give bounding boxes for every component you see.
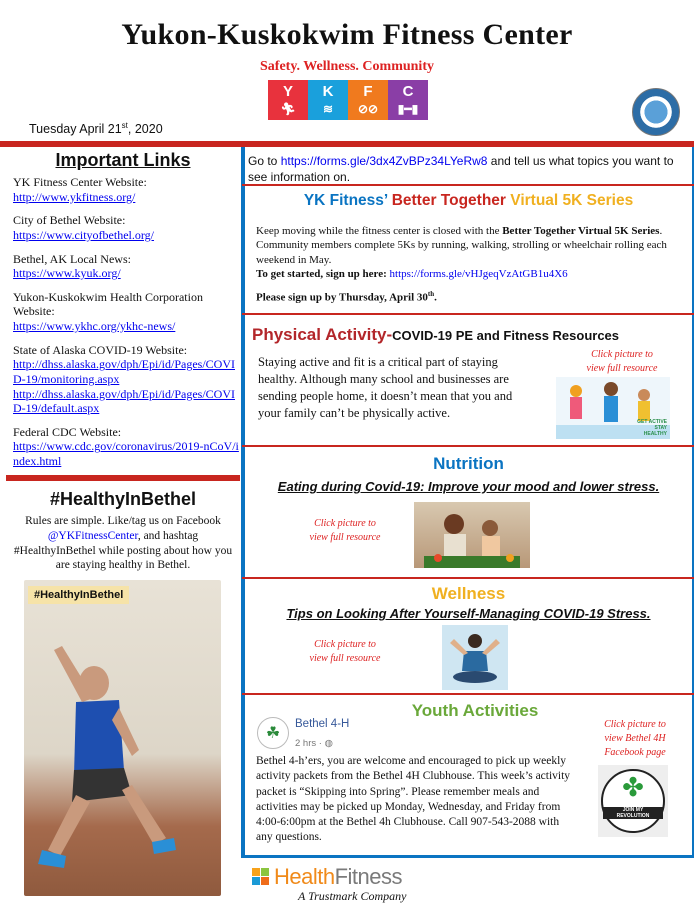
link-label: Federal CDC Website: (13, 424, 122, 439)
column-divider (241, 147, 245, 858)
section-divider (242, 184, 694, 186)
goto-text: Go to (248, 154, 281, 168)
deadline-end: . (434, 291, 437, 304)
tile-letter: C (402, 83, 414, 100)
nutrition-image[interactable] (414, 502, 530, 568)
link-group-cdc (13, 425, 240, 469)
fivek-series-name: Better Together Virtual 5K Series (502, 225, 660, 237)
wellness-title: Wellness (431, 584, 506, 603)
fivek-heading (245, 192, 692, 210)
section-divider (242, 693, 694, 695)
date-text: Tuesday April 21 (29, 122, 122, 137)
four-leaf-clover-icon: ✤ (622, 773, 644, 802)
header-divider (0, 141, 694, 147)
wellness-subtitle[interactable]: Tips on Looking After Yourself-Managing COVID-19 Stress. (286, 606, 651, 621)
signup-label: To get started, sign up here: (256, 267, 387, 280)
badge-text (603, 807, 663, 819)
bethel-4h-facebook-image[interactable] (598, 765, 668, 837)
physical-heading (252, 325, 619, 345)
bethel-4h-avatar[interactable] (257, 717, 289, 749)
goto-text: and tell us what topics you want to see information on. (248, 154, 674, 184)
link-group-bethel (13, 213, 240, 242)
fivek-title-part: Virtual 5K Series (510, 192, 634, 209)
click-hint-line: view full resource (309, 653, 381, 664)
click-hint-line: Click picture to (314, 639, 376, 650)
link-alaska-monitoring[interactable]: http://dhss.alaska.gov/dph/Epi/id/Pages/COVID-19/monitoring.aspx (13, 357, 235, 386)
family-cooking-icon (414, 502, 530, 568)
youth-body: Bethel 4-h’ers, you are welcome and encouraged to pick up weekly activity packets from the Bethel 4H Clubhouse. This week’s activity packet is “Skipping into Spring”. Please remember meals and activities may be picked up Monday, Wednesday, and Friday from 4:00-6:00pm at the Bethel 4h Clubhouse. Call 907-543-2088 with any questions. (256, 755, 571, 844)
sidebar-divider (6, 475, 240, 481)
tile-y (268, 80, 308, 120)
link-group-alaska (13, 343, 240, 416)
link-group-ykhc (13, 290, 240, 334)
stretching-man-icon (24, 580, 221, 896)
main-column (242, 150, 694, 185)
fivek-title-part: Better Together (391, 192, 506, 209)
link-cityofbethel[interactable]: https://www.cityofbethel.org/ (13, 227, 154, 242)
deadline-suffix: th (427, 290, 435, 299)
click-hint-line: view full resource (586, 363, 658, 374)
hashtag-rules (6, 514, 240, 574)
click-hint-line: Click picture to (604, 719, 666, 730)
tile-letter: Y (282, 83, 293, 100)
fivek-body (256, 224, 688, 305)
section-divider (242, 313, 694, 315)
hashtag-heading: #HealthyInBethel (49, 488, 197, 509)
link-group-news (13, 252, 240, 281)
link-ykhc[interactable]: https://www.ykhc.org/ykhc-news/ (13, 319, 176, 333)
tile-f (348, 80, 388, 120)
wellness-image[interactable] (442, 625, 508, 690)
post-time (295, 738, 333, 749)
tagline: Safety. Wellness. Community (260, 59, 434, 74)
globe-icon: ◍ (324, 738, 333, 749)
city-seal-icon (632, 88, 680, 136)
click-hint-line: Facebook page (604, 747, 666, 758)
nutrition-subtitle[interactable]: Eating during Covid-19: Improve your mood and lower stress. (277, 479, 660, 494)
link-kyuk[interactable]: https://www.kyuk.org/ (13, 266, 121, 281)
link-alaska-default[interactable]: http://dhss.alaska.gov/dph/Epi/id/Pages/COVID-19/default.aspx (13, 386, 235, 416)
ykfc-logo-tiles (268, 80, 428, 120)
youth-click-hint (592, 718, 678, 760)
link-cdc[interactable]: https://www.cdc.gov/coronavirus/2019-nCoV/index.html (13, 439, 239, 468)
swimming-icon: ≋ (322, 102, 334, 116)
facebook-page-name[interactable]: Bethel 4-H (295, 718, 350, 730)
physical-click-hint (562, 348, 682, 376)
issue-date (29, 121, 163, 136)
fivek-text: . Community members complete 5Ks by running, walking, strolling or wheelchair rolling each weekend in May. (256, 225, 667, 266)
main-bottom-border (242, 855, 694, 858)
brand-name (274, 864, 402, 890)
click-hint-line: Click picture to (591, 349, 653, 360)
meditation-icon (442, 625, 508, 690)
physical-body: Staying active and fit is a critical part of staying healthy. Although many school and businesses are sending people home, it doesn’t mean that you and your family can’t be physically active. (258, 355, 513, 420)
brand-part: Health (274, 864, 335, 889)
fivek-text: Keep moving while the fitness center is closed with the (256, 225, 503, 237)
signup-link[interactable]: https://forms.gle/vHJgeqVzAtGB1u4X6 (389, 267, 568, 280)
photo-hashtag-label: #HealthyInBethel (28, 586, 129, 604)
link-label: City of Bethel Website: (13, 213, 126, 228)
post-time-text: 2 hrs · (295, 738, 322, 749)
join-revolution-badge (601, 769, 665, 833)
nutrition-title: Nutrition (433, 454, 504, 473)
physical-image-caption: GET ACTIVE STAY HEALTHY (637, 419, 667, 437)
dumbbell-icon: ▮━▮ (397, 102, 419, 116)
section-divider (242, 445, 694, 447)
deadline-text: Please sign up by Thursday, April 30 (256, 291, 428, 304)
wellness-click-hint (300, 638, 390, 666)
click-hint-line: view Bethel 4H (604, 733, 666, 744)
page-title: Yukon-Kuskokwim Fitness Center (121, 18, 573, 51)
facebook-handle-link[interactable]: @YKFitnessCenter (47, 529, 138, 542)
cycling-icon: ⊘⊘ (357, 102, 379, 116)
sidebar (6, 150, 240, 573)
tile-c (388, 80, 428, 120)
badge-line: JOIN MY (622, 807, 644, 813)
healthfitness-squares-icon (252, 868, 270, 886)
signup-deadline (256, 290, 688, 305)
click-hint-line: Click picture to (314, 518, 376, 529)
date-year: , 2020 (127, 122, 163, 137)
topic-form-link[interactable]: https://forms.gle/3dx4ZvBPz34LYeRw8 (280, 154, 488, 168)
physical-subtitle: COVID-19 PE and Fitness Resources (392, 328, 620, 343)
link-label: YK Fitness Center Website: (13, 175, 147, 189)
physical-title: Physical Activity- (252, 325, 393, 344)
tile-letter: F (363, 83, 373, 100)
section-divider (242, 577, 694, 579)
rules-text: Rules are simple. Like/tag us on Facebook (25, 514, 221, 527)
link-label: State of Alaska COVID-19 Website: (13, 342, 188, 357)
link-ykfitness[interactable]: http://www.ykfitness.org/ (13, 189, 136, 204)
physical-activity-image[interactable] (556, 377, 670, 439)
nutrition-click-hint (300, 517, 390, 545)
healthfitness-logo (252, 864, 452, 892)
tile-letter: K (322, 83, 334, 100)
tile-k (308, 80, 348, 120)
date-suffix: st (121, 121, 128, 130)
badge-line: REVOLUTION (616, 813, 650, 819)
topic-request (242, 150, 694, 185)
link-label: Bethel, AK Local News: (13, 251, 131, 266)
link-label: Yukon-Kuskokwim Health Corporation Website: (13, 289, 203, 319)
youth-title: Youth Activities (411, 701, 539, 720)
link-group-ykfc (13, 175, 240, 204)
links-heading: Important Links (55, 150, 191, 170)
fivek-title-part: YK Fitness’ (303, 192, 388, 209)
rules-text: , and hashtag #HealthyInBethel while posting about how you are staying healthy in Bethel. (13, 529, 233, 572)
brand-part: Fitness (334, 864, 403, 889)
running-person-icon: 🏃︎ (280, 102, 296, 116)
healthy-in-bethel-photo[interactable] (24, 580, 221, 896)
clover-icon: ☘︎ (265, 725, 281, 742)
brand-tagline: A Trustmark Company (298, 889, 407, 903)
click-hint-line: view full resource (309, 532, 381, 543)
